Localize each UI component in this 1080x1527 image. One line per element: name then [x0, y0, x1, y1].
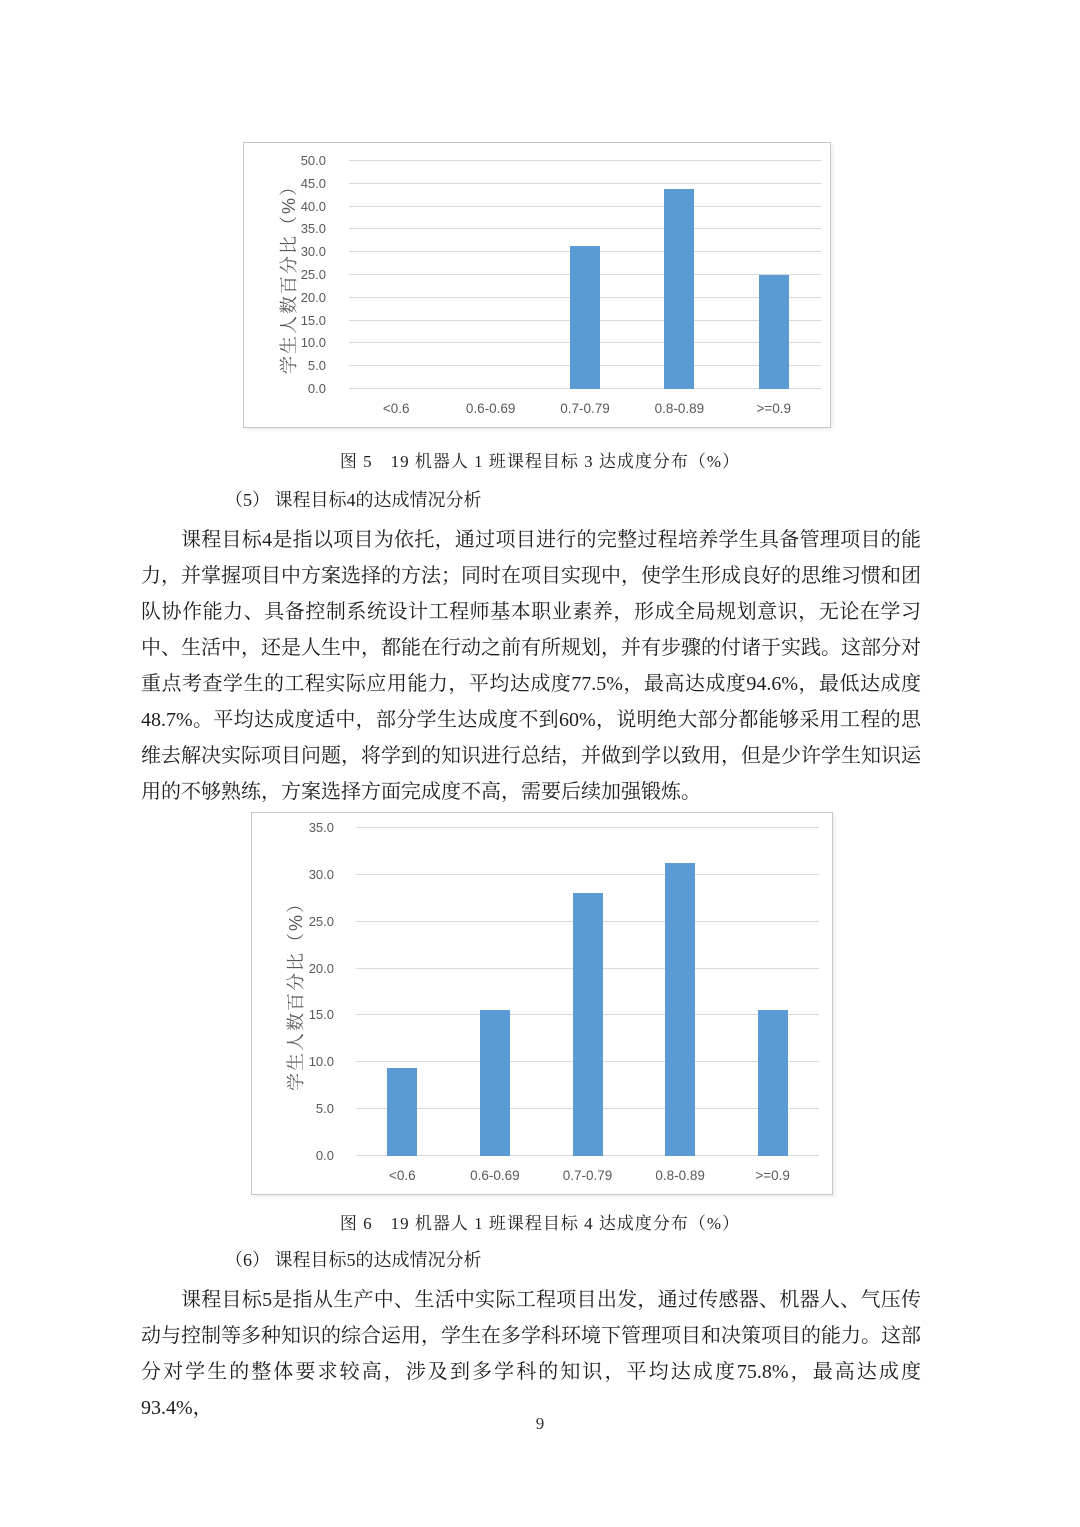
y-tick-label: 50.0 [300, 153, 326, 168]
y-tick-label: 10.0 [300, 335, 326, 351]
bar-<0.6 [387, 1068, 417, 1156]
y-tick-label: 20.0 [308, 960, 334, 976]
section6-heading: （6） 课程目标5的达成情况分析 [225, 1250, 482, 1270]
y-tick-label: 5.0 [307, 358, 326, 374]
y-axis-title: 学生人数百分比（%） [286, 893, 306, 1092]
chart-goal3-distribution [243, 142, 831, 428]
figure5-caption: 图 5 19 机器人 1 班课程目标 3 达成度分布（%） [339, 452, 741, 471]
gridline [349, 206, 821, 207]
y-tick-label: 20.0 [300, 289, 326, 305]
bar-0.7-0.79 [573, 893, 603, 1156]
x-axis-labels [349, 399, 821, 419]
y-tick-label: 15.0 [308, 1007, 334, 1023]
y-tick-label: 0.0 [315, 1148, 334, 1163]
y-tick-label: 25.0 [300, 267, 326, 282]
y-axis-ticks [244, 153, 332, 396]
y-tick-label: 10.0 [308, 1054, 334, 1070]
gridline [356, 827, 819, 828]
bar-0.8-0.89 [664, 189, 694, 389]
y-tick-label: 0.0 [307, 381, 326, 396]
x-category-label: 0.8-0.89 [654, 401, 705, 416]
x-category-label: 0.7-0.79 [562, 1168, 613, 1183]
x-category-label: 0.7-0.79 [560, 401, 610, 416]
x-category-label: <0.6 [388, 1168, 416, 1183]
gridline [349, 160, 821, 161]
page-number: 9 [535, 1414, 545, 1433]
x-category-label: >=0.9 [755, 1168, 790, 1183]
y-tick-label: 15.0 [300, 312, 326, 328]
bar->=0.9 [758, 1010, 788, 1156]
y-tick-label: 35.0 [300, 221, 326, 237]
plot-area [356, 828, 819, 1156]
section5-heading: （5） 课程目标4的达成情况分析 [225, 490, 482, 510]
bar->=0.9 [759, 275, 789, 389]
x-category-label: 0.8-0.89 [655, 1168, 705, 1183]
x-category-label: <0.6 [382, 401, 410, 416]
bar-0.7-0.79 [570, 246, 600, 389]
gridline [349, 228, 821, 229]
y-tick-label: 30.0 [308, 866, 334, 882]
gridline [356, 874, 819, 875]
y-tick-label: 5.0 [315, 1101, 334, 1117]
y-axis-ticks [252, 820, 340, 1163]
y-tick-label: 35.0 [308, 820, 334, 835]
y-axis-title: 学生人数百分比（%） [279, 176, 299, 375]
y-tick-label: 25.0 [308, 913, 334, 929]
paragraph-goal5-analysis: 课程目标5是指从生产中、生活中实际工程项目出发，通过传感器、机器人、气压传动与控制等多种知识的综合运用，学生在多学科环境下管理项目和决策项目的能力。这部分对学生的整体要求较高，涉及到多学科的知识，平均达成度75.8%，最高达成度93.4%， [141, 1289, 921, 1419]
x-category-label: 0.6-0.69 [465, 401, 516, 416]
paragraph-goal4-analysis: 课程目标4是指以项目为依托，通过项目进行的完整过程培养学生具备管理项目的能力，并掌握项目中方案选择的方法；同时在项目实现中，使学生形成良好的思维习惯和团队协作能力、具备控制系统设计工程师基本职业素养，形成全局规划意识，无论在学习中、生活中，还是人生中，都能在行动之前有所规划，并有步骤的付诸于实践。这部分对重点考查学生的工程实际应用能力，平均达成度77.5%，最高达成度94.6%，最低达成度48.7%。平均达成度适中，部分学生达成度不到60%，说明绝大部分都能够采用工程的思维去解决实际项目问题，将学到的知识进行总结，并做到学以致用，但是少许学生知识运用的不够熟练，方案选择方面完成度不高，需要后续加强锻炼。 [141, 529, 921, 803]
x-category-label: 0.6-0.69 [470, 1168, 520, 1183]
bar-0.6-0.69 [480, 1010, 510, 1156]
figure6-caption: 图 6 19 机器人 1 班课程目标 4 达成度分布（%） [339, 1214, 741, 1233]
y-tick-label: 40.0 [300, 198, 326, 214]
bar-0.8-0.89 [665, 863, 695, 1156]
plot-area [349, 161, 821, 389]
x-axis-labels [356, 1166, 819, 1186]
gridline [349, 183, 821, 184]
chart-goal4-distribution [251, 812, 833, 1195]
x-category-label: >=0.9 [756, 401, 792, 416]
y-tick-label: 45.0 [300, 175, 326, 191]
y-tick-label: 30.0 [300, 244, 326, 260]
